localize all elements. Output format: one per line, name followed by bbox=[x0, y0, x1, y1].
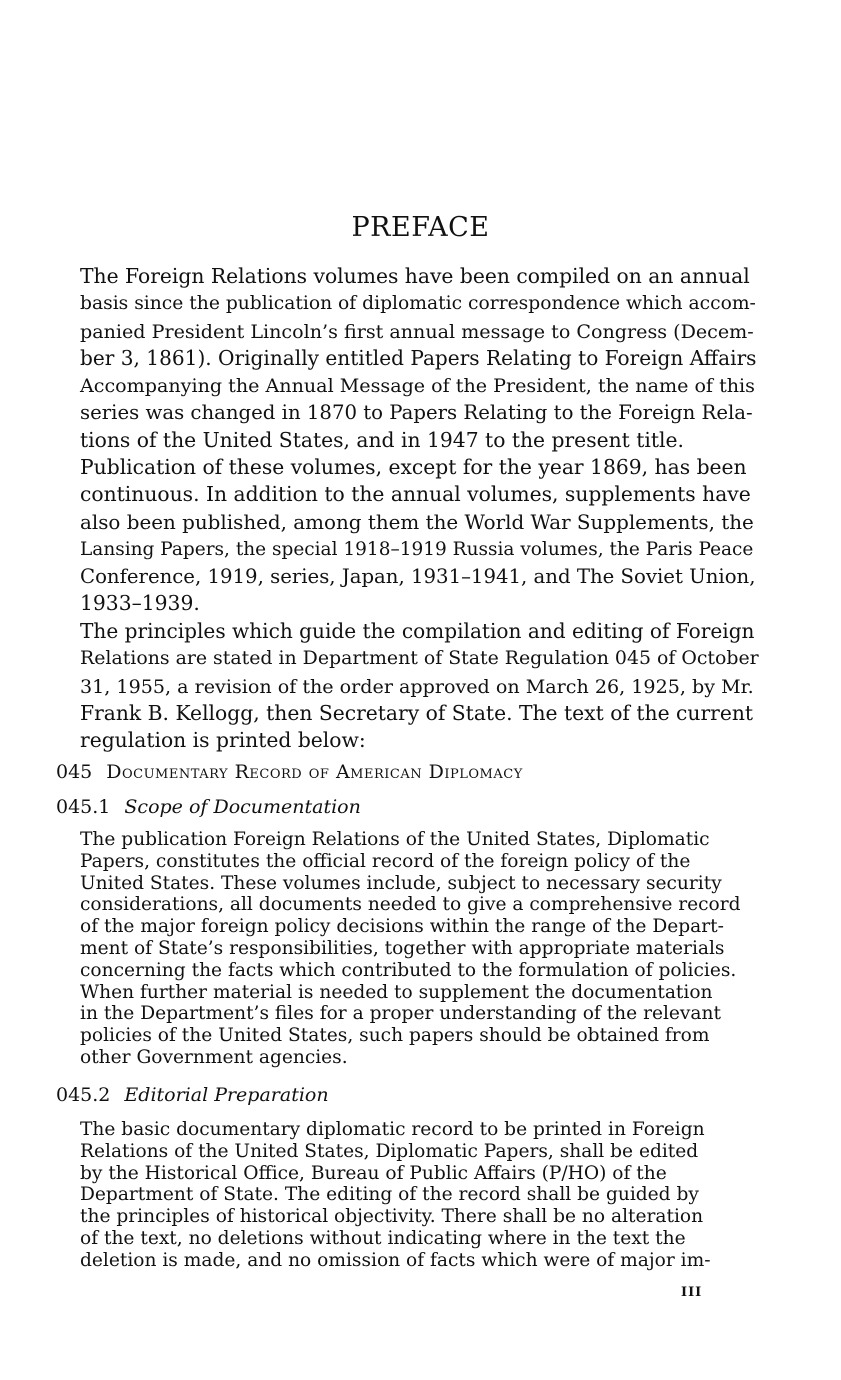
text-line: The principles which guide the compilation and editing of Foreign bbox=[80, 619, 755, 643]
section-number: 045.2 bbox=[56, 1084, 111, 1106]
text-line: Papers, constitutes the official record of the foreign policy of the bbox=[80, 850, 691, 872]
section-title: Documentary Record of American Diplomacy bbox=[106, 761, 523, 783]
text-line: regulation is printed below: bbox=[80, 728, 366, 753]
text-line: Lansing Papers, the special 1918–1919 Russia volumes, the Paris Peace bbox=[80, 538, 754, 560]
paragraph-publication bbox=[56, 454, 759, 618]
section-title: Scope of Documentation bbox=[124, 796, 361, 818]
text-line: other Government agencies. bbox=[80, 1046, 348, 1068]
section-heading-045-2 bbox=[56, 1084, 329, 1106]
page-title: PREFACE bbox=[351, 212, 490, 243]
text-line: 31, 1955, a revision of the order approved on March 26, 1925, by Mr. bbox=[80, 674, 754, 698]
text-line: The basic documentary diplomatic record to be printed in Foreign bbox=[80, 1119, 705, 1140]
text-line: considerations, all documents needed to give a comprehensive record bbox=[80, 894, 741, 916]
text-line: series was changed in 1870 to Papers Relating to the Foreign Rela- bbox=[80, 401, 753, 425]
paragraph-intro bbox=[56, 263, 759, 454]
section-number: 045.1 bbox=[56, 796, 111, 818]
paragraph-principles bbox=[56, 618, 759, 754]
text-line: of the major foreign policy decisions within the range of the Depart- bbox=[80, 916, 724, 938]
text-line: the principles of historical objectivity. There shall be no alteration bbox=[80, 1206, 704, 1228]
text-line: continuous. In addition to the annual volumes, supplements have bbox=[80, 482, 751, 507]
text-line: Frank B. Kellogg, then Secretary of State. The text of the current bbox=[80, 700, 754, 725]
text-line: of the text, no deletions without indicating where in the text the bbox=[80, 1227, 686, 1249]
text-line: tions of the United States, and in 1947 to the present title. bbox=[80, 427, 684, 452]
text-line: policies of the United States, such papers should be obtained from bbox=[80, 1025, 710, 1047]
text-line: The Foreign Relations volumes have been compiled on an annual bbox=[80, 264, 750, 288]
text-line: 1933–1939. bbox=[80, 591, 200, 616]
section-title: Editorial Preparation bbox=[124, 1084, 329, 1106]
text-line: concerning the facts which contributed to the formulation of policies. bbox=[80, 959, 737, 981]
text-line: ber 3, 1861). Originally entitled Papers Relating to Foreign Affairs bbox=[80, 345, 757, 370]
text-line: Accompanying the Annual Message of the President, the name of this bbox=[80, 374, 755, 398]
section-number: 045 bbox=[56, 761, 93, 783]
text-line: When further material is needed to supplement the documentation bbox=[80, 981, 713, 1003]
section-heading-045-1 bbox=[56, 796, 361, 818]
text-line: Relations of the United States, Diplomatic Papers, shall be edited bbox=[80, 1140, 699, 1162]
text-line: also been published, among them the World War Supplements, the bbox=[80, 510, 754, 534]
text-line: in the Department’s files for a proper understanding of the relevant bbox=[80, 1003, 721, 1025]
text-line: by the Historical Office, Bureau of Public Affairs (P/HO) of the bbox=[80, 1162, 667, 1184]
text-line: panied President Lincoln’s first annual message to Congress (Decem- bbox=[80, 319, 754, 343]
text-line: Conference, 1919, series, Japan, 1931–1941, and The Soviet Union, bbox=[80, 565, 756, 589]
text-line: ment of State’s responsibilities, together with appropriate materials bbox=[80, 937, 725, 959]
section-heading-045 bbox=[56, 761, 523, 783]
text-line: Relations are stated in Department of State Regulation 045 of October bbox=[80, 647, 759, 670]
text-line: The publication Foreign Relations of the United States, Diplomatic bbox=[80, 829, 710, 850]
text-line: United States. These volumes include, subject to necessary security bbox=[80, 872, 722, 894]
text-line: Department of State. The editing of the record shall be guided by bbox=[80, 1184, 699, 1206]
paragraph-editorial bbox=[56, 1119, 759, 1272]
text-line: deletion is made, and no omission of facts which were of major im- bbox=[80, 1249, 711, 1271]
page-number: III bbox=[681, 1285, 703, 1300]
paragraph-scope bbox=[56, 829, 759, 1069]
text-line: Publication of these volumes, except for the year 1869, has been bbox=[80, 455, 747, 479]
text-line: basis since the publication of diplomatic correspondence which accom- bbox=[80, 293, 756, 315]
